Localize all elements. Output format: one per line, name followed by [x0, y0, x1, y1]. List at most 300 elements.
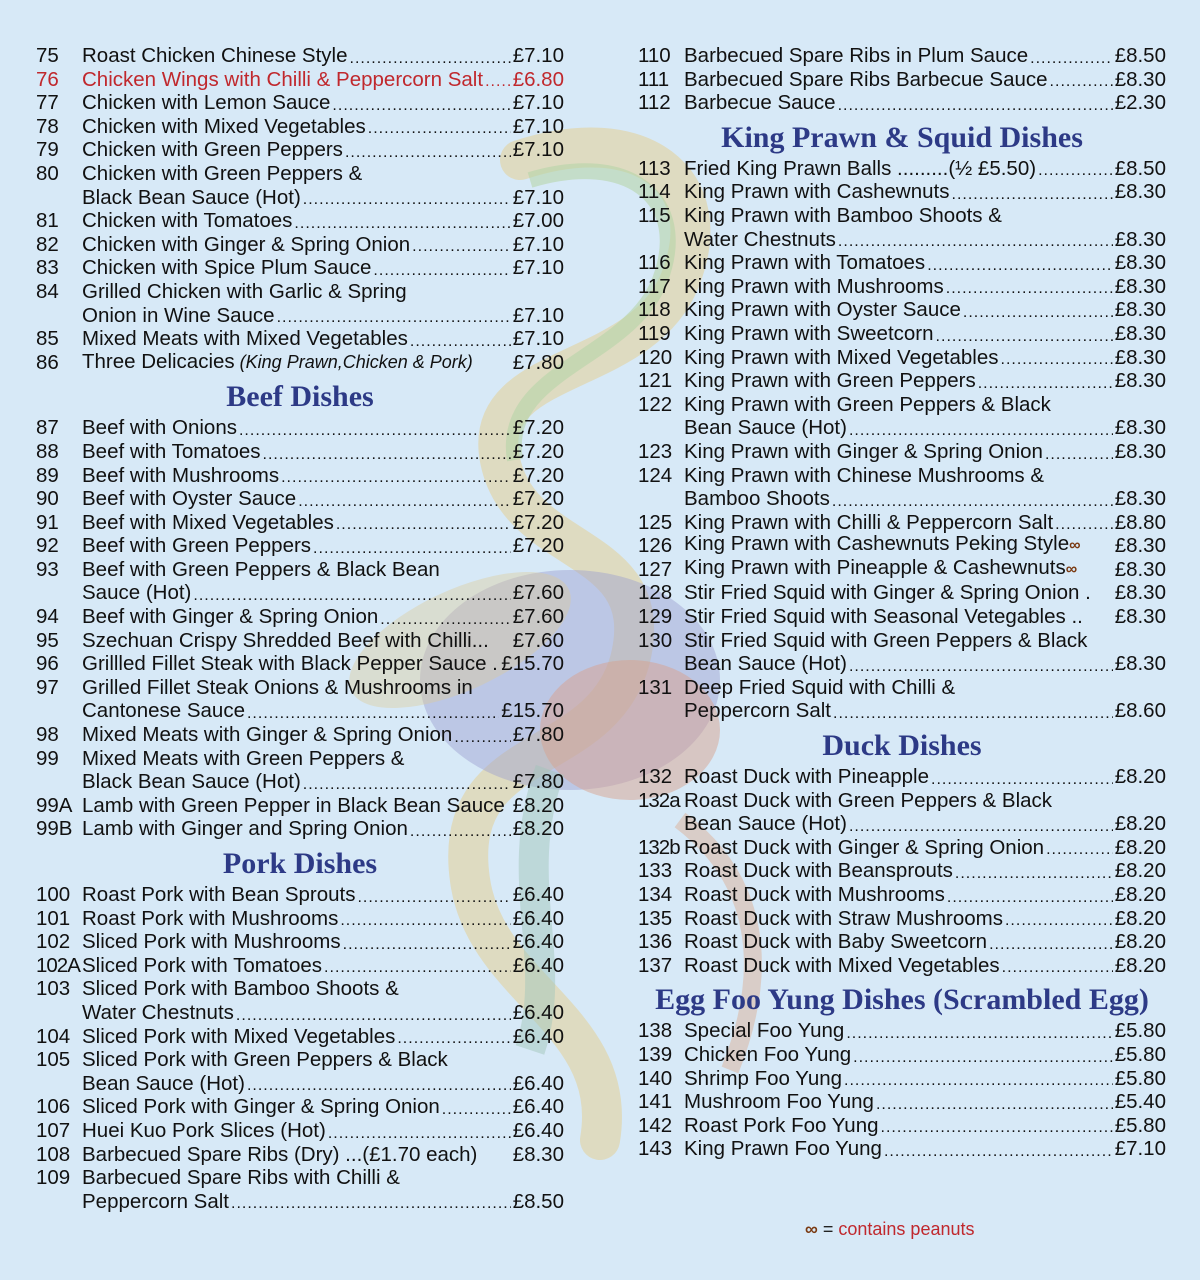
- item-price: £8.20: [1114, 953, 1166, 977]
- item-price: £7.80: [512, 770, 564, 794]
- menu-item-row: [638, 555, 1166, 582]
- item-number: 91: [36, 510, 59, 534]
- menu-item-row: [638, 511, 1166, 535]
- item-name: Chicken Wings with Chilli & Peppercorn Salt: [82, 67, 484, 91]
- item-price: £6.80: [512, 67, 564, 91]
- dot-leader: [442, 1095, 511, 1119]
- menu-item-row: [638, 91, 1166, 115]
- item-price: £7.00: [512, 209, 564, 233]
- dot-leader: [936, 322, 1113, 346]
- menu-item-row: [36, 304, 564, 328]
- item-name: Roast Chicken Chinese Style: [82, 44, 348, 67]
- item-number: 78: [36, 114, 59, 138]
- spare-ribs-items-list: [638, 44, 1166, 115]
- item-price: £7.80: [512, 723, 564, 747]
- item-number: 82: [36, 232, 59, 256]
- item-name: Sliced Pork with Ginger & Spring Onion: [82, 1095, 440, 1119]
- item-name: King Prawn with Pineapple & Cashewnuts∞: [684, 555, 1078, 579]
- dot-leader: [294, 209, 510, 233]
- section-heading-pork: Pork Dishes: [222, 847, 378, 880]
- item-name: Beef with Green Peppers: [82, 534, 312, 558]
- menu-item-row: [638, 605, 1166, 629]
- section-heading-egg-foo-yung: Egg Foo Yung Dishes (Scrambled Egg): [655, 983, 1149, 1017]
- item-number: 130: [638, 628, 673, 652]
- item-number: 141: [638, 1090, 673, 1114]
- menu-item-row: [36, 558, 564, 582]
- item-number: 120: [638, 345, 673, 369]
- dot-leader: [410, 817, 511, 841]
- item-price: £8.30: [1114, 298, 1166, 322]
- menu-item-row: [36, 629, 564, 653]
- menu-item-row: [638, 322, 1166, 346]
- item-price: £7.10: [512, 185, 564, 209]
- menu-item-row: [36, 256, 564, 280]
- dot-leader: [303, 186, 511, 210]
- item-number: 135: [638, 906, 673, 930]
- item-price: £8.30: [1114, 321, 1166, 345]
- menu-item-row: [638, 157, 1166, 181]
- menu-item-row: [638, 1114, 1166, 1138]
- item-name: King Prawn with Cashewnuts: [684, 180, 950, 204]
- dot-leader: [838, 91, 1113, 115]
- item-name: King Prawn with Ginger & Spring Onion: [684, 439, 1043, 463]
- item-name: Roast Duck with Straw Mushrooms: [684, 906, 1003, 930]
- item-number: 112: [638, 91, 671, 115]
- dot-leader: [410, 327, 511, 351]
- item-name: Szechuan Crispy Shredded Beef with Chilli...: [82, 628, 489, 652]
- item-number: 132b: [638, 835, 680, 859]
- item-price: £8.20: [1114, 883, 1166, 906]
- item-number: 107: [36, 1118, 71, 1142]
- dot-leader: [1002, 954, 1113, 978]
- menu-item-row: [638, 765, 1166, 789]
- dot-leader: [1050, 68, 1113, 92]
- item-name: King Prawn with Green Peppers & Black: [684, 392, 1051, 416]
- item-number: 139: [638, 1042, 673, 1066]
- item-number: 102: [36, 930, 71, 954]
- item-number: 86: [36, 350, 59, 374]
- item-name: Bamboo Shoots: [684, 487, 830, 511]
- menu-item-row: [638, 393, 1166, 417]
- item-price: £8.20: [1114, 906, 1166, 930]
- item-number: 84: [36, 279, 59, 303]
- item-name: Three Delicacies (King Prawn,Chicken & Pork): [82, 349, 473, 373]
- dot-leader: [247, 1072, 511, 1096]
- item-price: £7.60: [512, 581, 564, 605]
- menu-item-row: [638, 1019, 1166, 1043]
- dot-leader: [833, 699, 1113, 723]
- item-name: Grilled Chicken with Garlic & Spring: [82, 279, 407, 303]
- dot-leader: [340, 907, 510, 931]
- item-name: Chicken with Lemon Sauce: [82, 91, 331, 115]
- item-number: 137: [638, 953, 673, 977]
- dot-leader: [485, 68, 511, 92]
- item-price: £8.20: [512, 817, 564, 841]
- dot-leader: [313, 534, 511, 558]
- menu-item-row: [638, 629, 1166, 653]
- item-name: Cantonese Sauce: [82, 699, 245, 723]
- item-name: Beef with Mushrooms: [82, 463, 280, 487]
- item-name: Roast Duck with Mushrooms: [684, 883, 945, 906]
- menu-item-row: [36, 1166, 564, 1190]
- item-name: King Prawn with Oyster Sauce: [684, 298, 961, 322]
- dot-leader: [849, 416, 1113, 440]
- item-name: King Prawn with Tomatoes: [684, 251, 926, 275]
- dot-leader: [350, 44, 511, 68]
- item-price: £8.30: [1114, 369, 1166, 393]
- egg-foo-yung-items-list: [638, 1019, 1166, 1161]
- item-number: 106: [36, 1095, 71, 1119]
- item-price: £7.80: [512, 350, 564, 374]
- item-name: Chicken with Green Peppers &: [82, 161, 363, 185]
- item-number: 134: [638, 883, 673, 906]
- item-name: King Prawn with Green Peppers: [684, 369, 976, 393]
- item-name: Water Chestnuts: [82, 1000, 234, 1024]
- menu-item-row: [638, 298, 1166, 322]
- dot-leader: [927, 251, 1113, 275]
- item-name: King Prawn with Cashewnuts Peking Style∞: [684, 532, 1081, 556]
- item-price: £8.60: [1114, 699, 1166, 723]
- item-name: King Prawn with Mushrooms: [684, 274, 944, 298]
- menu-item-row: [638, 676, 1166, 700]
- item-name: Chicken with Tomatoes: [82, 209, 293, 233]
- item-number: 108: [36, 1142, 71, 1166]
- item-number: 79: [36, 138, 59, 162]
- item-number: 75: [36, 44, 59, 67]
- item-number: 99: [36, 746, 59, 770]
- item-price: £8.30: [1114, 439, 1166, 463]
- menu-item-row: [36, 115, 564, 139]
- item-number: 131: [638, 675, 673, 699]
- menu-item-row: [36, 68, 564, 92]
- beef-items-list: [36, 416, 564, 841]
- dot-leader: [298, 487, 510, 511]
- item-name: Bean Sauce (Hot): [82, 1071, 245, 1095]
- item-number: 140: [638, 1066, 673, 1090]
- menu-item-row: [36, 162, 564, 186]
- item-price: £6.40: [512, 930, 564, 954]
- item-price: £5.80: [1114, 1066, 1166, 1090]
- item-price: £15.70: [501, 699, 564, 723]
- item-number: 121: [638, 369, 673, 393]
- item-name: Chicken with Ginger & Spring Onion: [82, 232, 411, 256]
- dot-leader: [345, 138, 511, 162]
- item-number: 113: [638, 156, 671, 180]
- dot-leader: [343, 930, 511, 954]
- menu-item-row: [36, 817, 564, 841]
- item-price: £6.40: [512, 883, 564, 906]
- item-price: £2.30: [1114, 91, 1166, 115]
- menu-item-row: [638, 228, 1166, 252]
- item-name: Bean Sauce (Hot): [684, 812, 847, 836]
- item-name: Roast Duck with Ginger & Spring Onion: [684, 835, 1045, 859]
- item-name: Peppercorn Salt: [82, 1189, 230, 1213]
- menu-item-row: [638, 907, 1166, 931]
- dot-leader: [876, 1090, 1113, 1114]
- menu-item-row: [638, 812, 1166, 836]
- dot-leader: [946, 275, 1113, 299]
- pork-items-list: [36, 883, 564, 1213]
- item-name: King Prawn with Chinese Mushrooms &: [684, 463, 1045, 487]
- dot-leader: [1005, 907, 1113, 931]
- menu-item-row: [36, 1095, 564, 1119]
- item-name: Fried King Prawn Balls .........(½ £5.50): [684, 156, 1037, 180]
- dot-leader: [955, 859, 1113, 883]
- item-name: Bean Sauce (Hot): [684, 416, 847, 440]
- menu-item-row: [638, 68, 1166, 92]
- menu-item-row: [36, 464, 564, 488]
- menu-item-row: [36, 233, 564, 257]
- item-name: Sliced Pork with Mixed Vegetables: [82, 1024, 396, 1048]
- item-number: 95: [36, 628, 59, 652]
- menu-item-row: [36, 327, 564, 351]
- item-number: 136: [638, 930, 673, 954]
- item-number: 124: [638, 463, 673, 487]
- item-name: Chicken with Mixed Vegetables: [82, 114, 366, 138]
- menu-item-row: [36, 907, 564, 931]
- menu-item-row: [36, 883, 564, 907]
- item-number: 97: [36, 675, 59, 699]
- item-name: Roast Pork with Bean Sprouts: [82, 883, 356, 906]
- item-price: £6.40: [512, 1071, 564, 1095]
- item-number: 99B: [36, 817, 73, 841]
- menu-item-row: [638, 789, 1166, 813]
- item-number: 109: [36, 1166, 71, 1190]
- item-price: £8.20: [1114, 765, 1166, 789]
- item-price: £7.10: [512, 44, 564, 67]
- item-price: £8.50: [512, 1189, 564, 1213]
- item-price: £7.10: [512, 91, 564, 115]
- dot-leader: [1030, 44, 1113, 68]
- item-name: Huei Kuo Pork Slices (Hot): [82, 1118, 326, 1142]
- item-number: 123: [638, 439, 673, 463]
- menu-item-row: [36, 954, 564, 978]
- dot-leader: [1001, 346, 1113, 370]
- item-name: Shrimp Foo Yung: [684, 1066, 843, 1090]
- menu-item-row: [638, 464, 1166, 488]
- item-name: Chicken with Spice Plum Sauce: [82, 256, 372, 280]
- item-name: Sliced Pork with Green Peppers & Black: [82, 1048, 448, 1072]
- menu-item-row: [36, 676, 564, 700]
- menu-item-row: [638, 180, 1166, 204]
- item-number: 128: [638, 581, 673, 605]
- menu-item-row: [638, 487, 1166, 511]
- item-name: Black Bean Sauce (Hot): [82, 770, 301, 794]
- item-price: £7.20: [512, 487, 564, 511]
- item-name: Roast Duck with Green Peppers & Black: [684, 788, 1053, 812]
- menu-item-row: [36, 209, 564, 233]
- item-number: 132a: [638, 788, 680, 812]
- item-price: £8.80: [1114, 510, 1166, 534]
- item-number: 105: [36, 1048, 71, 1072]
- menu-item-row: [36, 416, 564, 440]
- item-price: £8.30: [1114, 227, 1166, 251]
- dot-leader: [1055, 511, 1113, 535]
- item-number: 94: [36, 605, 59, 629]
- menu-item-row: [638, 652, 1166, 676]
- item-price: £15.70: [501, 652, 564, 676]
- item-name: Beef with Ginger & Spring Onion: [82, 605, 379, 629]
- peanut-icon: ∞: [1069, 537, 1081, 555]
- dot-leader: [397, 1025, 510, 1049]
- item-number: 90: [36, 487, 59, 511]
- menu-item-row: [36, 534, 564, 558]
- item-name: Chicken with Green Peppers: [82, 138, 343, 162]
- menu-item-row: [638, 883, 1166, 907]
- dot-leader: [277, 304, 511, 328]
- dot-leader: [846, 1019, 1112, 1043]
- item-name: Roast Duck with Beansprouts: [684, 859, 953, 883]
- menu-item-row: [638, 1067, 1166, 1091]
- item-number: 126: [638, 534, 673, 558]
- dot-leader: [853, 1043, 1113, 1067]
- menu-item-row: [638, 859, 1166, 883]
- dot-leader: [849, 652, 1113, 676]
- dot-leader: [1045, 440, 1113, 464]
- duck-items-list: [638, 765, 1166, 977]
- menu-item-row: [36, 280, 564, 304]
- item-number: 115: [638, 203, 671, 227]
- menu-item-row: [638, 836, 1166, 860]
- item-price: £7.20: [512, 534, 564, 558]
- item-name: Sauce (Hot): [82, 581, 192, 605]
- item-name: Beef with Mixed Vegetables: [82, 510, 334, 534]
- item-name: Barbecued Spare Ribs in Plum Sauce: [684, 44, 1029, 67]
- dot-leader: [193, 581, 510, 605]
- section-heading-king-prawn-squid: King Prawn & Squid Dishes: [721, 120, 1083, 154]
- item-name: Mushroom Foo Yung: [684, 1090, 874, 1114]
- dot-leader: [324, 954, 511, 978]
- item-price: £7.10: [512, 327, 564, 351]
- item-name: Sliced Pork with Tomatoes: [82, 953, 323, 977]
- item-price: £8.20: [1114, 930, 1166, 954]
- menu-item-row: [36, 605, 564, 629]
- legend-text: contains peanuts: [838, 1219, 975, 1239]
- item-name: Beef with Onions: [82, 416, 237, 440]
- item-price: £8.30: [1114, 652, 1166, 676]
- dot-leader: [1038, 157, 1113, 181]
- item-number: 143: [638, 1137, 673, 1161]
- item-name: Peppercorn Salt: [684, 699, 832, 723]
- dot-leader: [336, 511, 511, 535]
- menu-item-row: [36, 977, 564, 1001]
- dot-leader: [357, 883, 510, 907]
- dot-leader: [236, 1001, 511, 1025]
- item-price: £8.30: [1114, 605, 1166, 629]
- item-price: £7.20: [512, 463, 564, 487]
- item-number: 92: [36, 534, 59, 558]
- item-number: 77: [36, 91, 59, 115]
- item-number: 127: [638, 557, 673, 581]
- item-name: Beef with Green Peppers & Black Bean: [82, 557, 440, 581]
- item-number: 87: [36, 416, 59, 440]
- menu-item-row: [638, 44, 1166, 68]
- dot-leader: [328, 1119, 511, 1143]
- menu-item-row: [36, 44, 564, 68]
- item-name: Lamb with Green Pepper in Black Bean Sauce: [82, 793, 505, 817]
- item-name: Special Foo Yung: [684, 1019, 845, 1043]
- item-name: Barbecue Sauce: [684, 91, 836, 115]
- item-price: £5.40: [1114, 1090, 1166, 1114]
- menu-item-row: [638, 251, 1166, 275]
- dot-leader: [380, 605, 510, 629]
- item-price: £6.40: [512, 1000, 564, 1024]
- item-number: 132: [638, 765, 673, 789]
- item-price: £6.40: [512, 1118, 564, 1142]
- menu-item-row: [36, 91, 564, 115]
- item-note: (King Prawn,Chicken & Pork): [234, 351, 473, 372]
- item-price: £8.20: [1114, 812, 1166, 836]
- item-number: 125: [638, 510, 673, 534]
- item-name: Sliced Pork with Bamboo Shoots &: [82, 977, 399, 1001]
- item-price: £8.30: [1114, 180, 1166, 204]
- item-price: £8.30: [1114, 67, 1166, 91]
- king-prawn-squid-items-list: [638, 157, 1166, 723]
- menu-item-row: [638, 369, 1166, 393]
- item-name: Sliced Pork with Mushrooms: [82, 930, 341, 954]
- item-number: 76: [36, 67, 59, 91]
- item-number: 99A: [36, 793, 73, 817]
- menu-column-left: [36, 44, 564, 1213]
- menu-item-row: [36, 747, 564, 771]
- item-price: £8.30: [1114, 557, 1166, 581]
- menu-item-row: [36, 511, 564, 535]
- dot-leader: [952, 180, 1113, 204]
- item-price: £8.30: [1114, 534, 1166, 558]
- item-name: Mixed Meats with Ginger & Spring Onion: [82, 723, 453, 747]
- menu-item-row: [638, 440, 1166, 464]
- item-price: £8.20: [1114, 859, 1166, 883]
- chicken-items-list: [36, 44, 564, 374]
- item-name: Beef with Tomatoes: [82, 439, 261, 463]
- item-number: 133: [638, 859, 673, 883]
- item-number: 116: [638, 251, 671, 275]
- dot-leader: [931, 765, 1113, 789]
- item-name: Onion in Wine Sauce: [82, 303, 275, 327]
- item-name: Roast Duck with Baby Sweetcorn: [684, 930, 988, 954]
- item-number: 103: [36, 977, 71, 1001]
- item-price: £8.30: [1114, 487, 1166, 511]
- menu-item-row: [36, 138, 564, 162]
- item-price: £8.30: [1114, 581, 1166, 605]
- item-name: Beef with Oyster Sauce: [82, 487, 297, 511]
- item-number: 88: [36, 439, 59, 463]
- item-name: King Prawn Foo Yung: [684, 1137, 882, 1161]
- item-number: 114: [638, 180, 671, 204]
- dot-leader: [281, 464, 511, 488]
- item-name: Roast Pork with Mushrooms: [82, 906, 339, 930]
- section-heading-duck: Duck Dishes: [822, 729, 982, 763]
- dot-leader: [332, 91, 510, 115]
- dot-leader: [881, 1114, 1113, 1138]
- item-name: Mixed Meats with Green Peppers &: [82, 746, 405, 770]
- item-name: Mixed Meats with Mixed Vegetables: [82, 327, 408, 351]
- dot-leader: [303, 770, 511, 794]
- item-number: 117: [638, 274, 671, 298]
- dot-leader: [247, 699, 499, 723]
- item-name: Barbecued Spare Ribs (Dry) ...(£1.70 each): [82, 1142, 478, 1166]
- dot-leader: [373, 256, 510, 280]
- dot-leader: [989, 930, 1113, 954]
- item-name: Chicken Foo Yung: [684, 1042, 852, 1066]
- item-price: £6.40: [512, 953, 564, 977]
- item-number: 110: [638, 44, 671, 67]
- peanut-legend: [805, 1219, 975, 1240]
- item-price: £5.80: [1114, 1113, 1166, 1137]
- menu-item-row: [638, 930, 1166, 954]
- item-name: Stir Fried Squid with Green Peppers & Black: [684, 628, 1088, 652]
- item-number: 100: [36, 883, 71, 906]
